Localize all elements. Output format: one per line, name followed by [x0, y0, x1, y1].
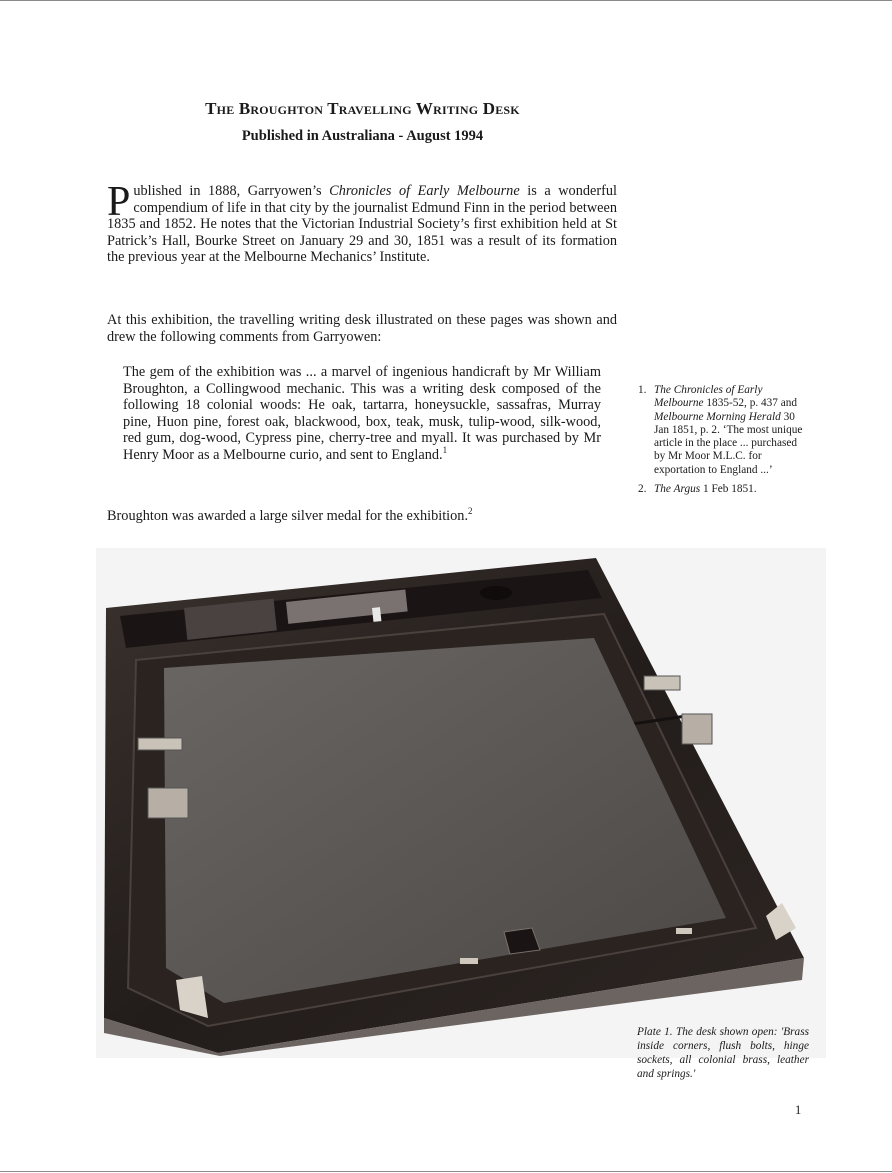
- flush-bolt: [676, 928, 692, 934]
- footnote-ref-1[interactable]: 1: [442, 444, 448, 455]
- footnote-text: 30 Jan 1851, p. 2. ‘The most unique article in the place ... purchased by Mr Moor M.L.C. for exportation to England ...’: [654, 410, 803, 476]
- footnote-text: 1 Feb 1851.: [700, 483, 757, 496]
- book-title: Chronicles of Early Melbourne: [329, 183, 520, 199]
- intro-paragraph: [107, 179, 617, 266]
- article-title: The Broughton Travelling Writing Desk: [205, 99, 520, 118]
- footnotes: [638, 384, 808, 502]
- inkwell: [480, 586, 512, 600]
- intro-text-rest: is a wonderful compendium of life in that city by the journalist Edmund Finn in the period between 1835 and 1852. He notes that the Victorian Industrial Society’s first exhibition held at St Patrick’s Hall, Bourke Street on January 29 and 30, 1851 was a result of its formation the previous year at the Melbourne Mechanics’ Institute.: [107, 183, 617, 265]
- medal-text: Broughton was awarded a large silver medal for the exhibition.: [107, 508, 469, 524]
- page-bottom-border: [0, 1171, 892, 1172]
- quote-text: The gem of the exhibition was ... a marvel of ingenious handicraft by Mr William Broughton, a Collingwood mechanic. This was a writing desk composed of the following 18 colonial woods: He oak, tartarra, honeysuckle, sassafras, Murray pine, Huon pine, forest oak, blackwood, box, teak, musk, tulip-wood, silk-wood, red gum, dog-wood, Cypress pine, cherry-tree and myall. It was purchased by Mr Henry Moor as a Melbourne curio, and sent to England.: [123, 364, 601, 463]
- plate-caption: Plate 1. The desk shown open: 'Brass inside corners, flush bolts, hinge sockets, all colonial brass, leather and springs.': [637, 1026, 809, 1080]
- writing-desk-photo: [96, 548, 826, 1058]
- footnote-number: 1.: [638, 384, 647, 396]
- page-number: 1: [795, 1103, 802, 1117]
- brass-hinge-right: [644, 676, 680, 690]
- footnote-1: [638, 384, 808, 477]
- page-top-border: [0, 0, 892, 1]
- article-subtitle: Published in Australiana - August 1994: [241, 128, 484, 144]
- footnote-text: 1835-52, p. 437 and: [703, 397, 798, 410]
- footnote-ref-2[interactable]: 2: [468, 506, 473, 517]
- brass-hinge-left-lower: [148, 788, 188, 818]
- footnote-italic: The Argus: [654, 483, 701, 496]
- garryowen-quote: [123, 364, 601, 463]
- footnote-italic: Melbourne Morning Herald: [654, 410, 781, 423]
- brass-hinge-right-lower: [682, 714, 712, 744]
- footnote-italic: The Chronicles of Early Melbourne: [654, 384, 763, 410]
- brass-hinge-left: [138, 738, 182, 750]
- medal-paragraph: [107, 508, 617, 525]
- compartment-paper: [372, 607, 381, 622]
- footnote-number: 2.: [638, 483, 647, 496]
- exhibition-paragraph: At this exhibition, the travelling writing desk illustrated on these pages was shown and drew the following comments from Garryowen:: [107, 312, 617, 345]
- flush-bolt: [460, 958, 478, 964]
- intro-text-start: ublished in 1888, Garryowen’s: [133, 183, 330, 199]
- footnote-2: [638, 483, 808, 496]
- drop-cap: P: [107, 179, 131, 225]
